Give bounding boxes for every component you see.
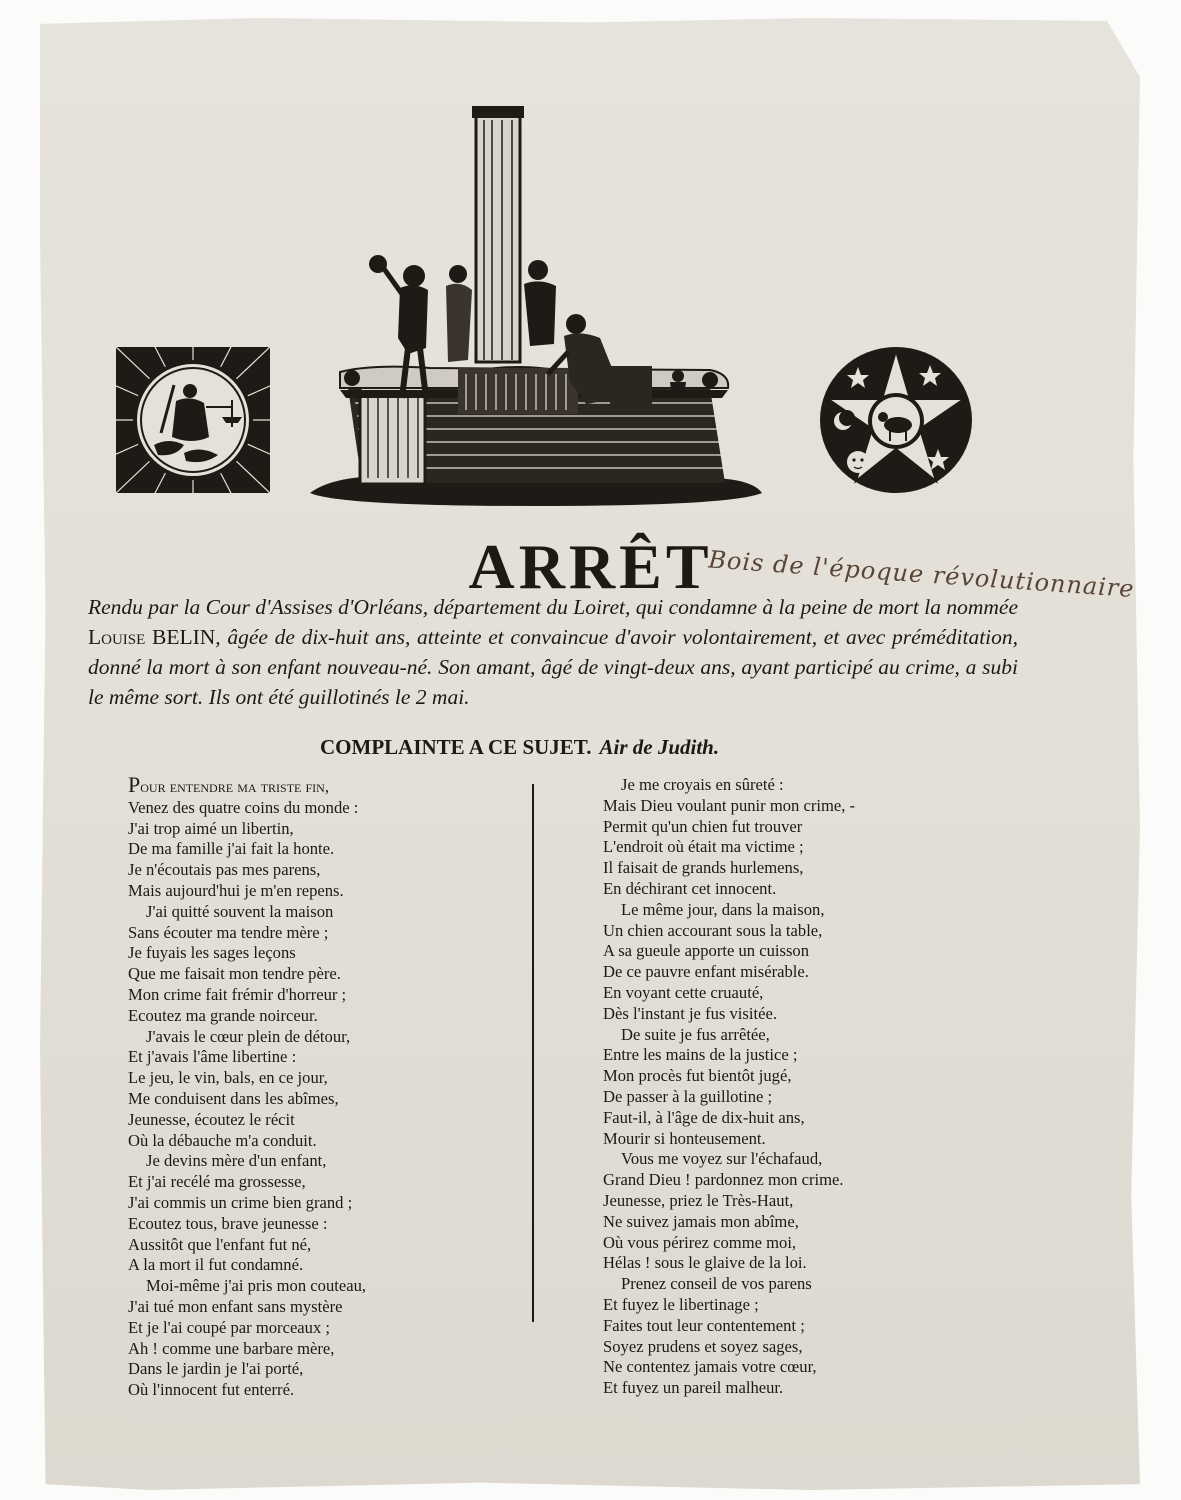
verse-line: Où l'innocent fut enterré.	[128, 1380, 295, 1400]
verse-line: Dans le jardin je l'ai porté,	[128, 1359, 304, 1379]
verse-line: Je me croyais en sûreté :	[621, 775, 784, 794]
verse-line: Mon crime fait frémir d'horreur ;	[128, 984, 347, 1004]
verse-line: Venez des quatre coins du monde :	[128, 797, 359, 817]
verse-line: Où la débauche m'a conduit.	[128, 1130, 317, 1150]
verse-column-right	[603, 775, 963, 1399]
verse-line: J'ai quitté souvent la maison	[146, 901, 334, 921]
verse-line: Et j'ai recélé ma grossesse,	[128, 1172, 306, 1192]
verse-line: J'ai trop aimé un libertin,	[128, 818, 294, 838]
condemned-name: Louise BELIN	[88, 625, 216, 649]
verse-line: Faites tout leur contentement ;	[603, 1315, 805, 1335]
verse-line: Prenez conseil de vos parens	[621, 1274, 812, 1294]
verse-line: Soyez prudens et soyez sages,	[603, 1336, 803, 1356]
verse-line: Et j'avais l'âme libertine :	[128, 1047, 297, 1067]
verse-line: Faut-il, à l'âge de dix-huit ans,	[603, 1107, 805, 1127]
verse-line: Je devins mère d'un enfant,	[146, 1151, 327, 1171]
verse-line: De ma famille j'ai fait la honte.	[128, 839, 335, 859]
verse-line: Le jeu, le vin, bals, en ce jour,	[128, 1068, 328, 1088]
verse-line: Moi-même j'ai pris mon couteau,	[146, 1276, 367, 1296]
verse-line: Mais aujourd'hui je m'en repens.	[128, 880, 344, 900]
verse-line: Ne contentez jamais votre cœur,	[603, 1357, 817, 1377]
verse-line: J'ai commis un crime bien grand ;	[128, 1192, 353, 1212]
verse-line: Ecoutez ma grande noirceur.	[128, 1005, 318, 1025]
verse-line: Mourir si honteusement.	[603, 1128, 766, 1148]
verse-line: Le même jour, dans la maison,	[621, 899, 825, 919]
verse-first-line: Pour entendre ma triste fin,	[128, 772, 329, 797]
verse-line: Jeunesse, priez le Très-Haut,	[603, 1190, 794, 1210]
intro-text-end: , âgée de dix-huit ans, atteinte et convaincue d'avoir volontairement, et avec préméditation, donné la mort à son enfant nouveau-né. Son amant, âgé de vingt-deux ans, ayant participé au crime, a subi le même sort. Ils ont été guillotinés le 2 mai.	[88, 625, 1019, 709]
column-divider	[532, 784, 534, 1322]
verse-line: Mon procès fut bientôt jugé,	[603, 1066, 792, 1086]
verse-column-left	[128, 772, 508, 1401]
verse-line: En déchirant cet innocent.	[603, 878, 777, 898]
verse-line: Vous me voyez sur l'échafaud,	[621, 1149, 823, 1169]
verse-line: Je n'écoutais pas mes parens,	[128, 860, 321, 880]
verse-line: Ecoutez tous, brave jeunesse :	[128, 1213, 328, 1233]
verse-line: A la mort il fut condamné.	[128, 1255, 304, 1275]
song-title: COMPLAINTE A CE SUJET. Air de Judith.	[320, 735, 720, 759]
star-lamb-woodcut-icon	[818, 345, 974, 495]
verse-line: Hélas ! sous le glaive de la loi.	[603, 1253, 807, 1273]
verse-line: Ah ! comme une barbare mère,	[128, 1338, 335, 1358]
verse-line: Aussitôt que l'enfant fut né,	[128, 1234, 312, 1254]
verse-line: Jeunesse, écoutez le récit	[128, 1109, 295, 1129]
verse-line: De passer à la guillotine ;	[603, 1086, 773, 1106]
verse-line: De ce pauvre enfant misérable.	[603, 962, 809, 982]
verse-line: Dès l'instant je fus visitée.	[603, 1003, 777, 1023]
verse-line: Ne suivez jamais mon abîme,	[603, 1211, 799, 1231]
verse-line: A sa gueule apporte un cuisson	[603, 941, 809, 961]
verse-line: Mais Dieu voulant punir mon crime, -	[603, 795, 856, 815]
guillotine-woodcut-icon	[310, 98, 762, 506]
handwritten-note: Bois de l'époque révolutionnaire	[707, 545, 1136, 604]
verse-line: Sans écouter ma tendre mère ;	[128, 922, 329, 942]
verse-line: Et je l'ai coupé par morceaux ;	[128, 1317, 331, 1337]
drop-cap: P	[128, 772, 141, 797]
verse-line: Il faisait de grands hurlemens,	[603, 858, 804, 878]
verse-line: Entre les mains de la justice ;	[603, 1045, 798, 1065]
intro-paragraph	[88, 592, 1018, 712]
intro-text-start: Rendu par la Cour d'Assises d'Orléans, département du Loiret, qui condamne à la peine de mort la nommée	[88, 595, 1018, 619]
verse-line: J'ai tué mon enfant sans mystère	[128, 1296, 343, 1316]
verse-line: L'endroit où était ma victime ;	[603, 837, 804, 857]
song-air: Air de Judith.	[599, 735, 720, 759]
verse-line: Grand Dieu ! pardonnez mon crime.	[603, 1170, 844, 1190]
page-title: ARRÊT	[468, 531, 713, 602]
verse-line: Un chien accourant sous la table,	[603, 920, 823, 940]
verse-line: Je fuyais les sages leçons	[128, 943, 296, 963]
verse-line: Où vous périrez comme moi,	[603, 1232, 797, 1252]
justice-woodcut-icon	[114, 345, 272, 495]
verse-line: Et fuyez le libertinage ;	[603, 1294, 759, 1314]
verse-line: Que me faisait mon tendre père.	[128, 964, 341, 984]
verse-line: Et fuyez un pareil malheur.	[603, 1378, 784, 1398]
verse-line: J'avais le cœur plein de détour,	[146, 1026, 351, 1046]
verse-line: Permit qu'un chien fut trouver	[603, 816, 803, 836]
verse-line: Me conduisent dans les abîmes,	[128, 1088, 339, 1108]
verse-line: De suite je fus arrêtée,	[621, 1024, 770, 1044]
verse-line: En voyant cette cruauté,	[603, 982, 764, 1002]
